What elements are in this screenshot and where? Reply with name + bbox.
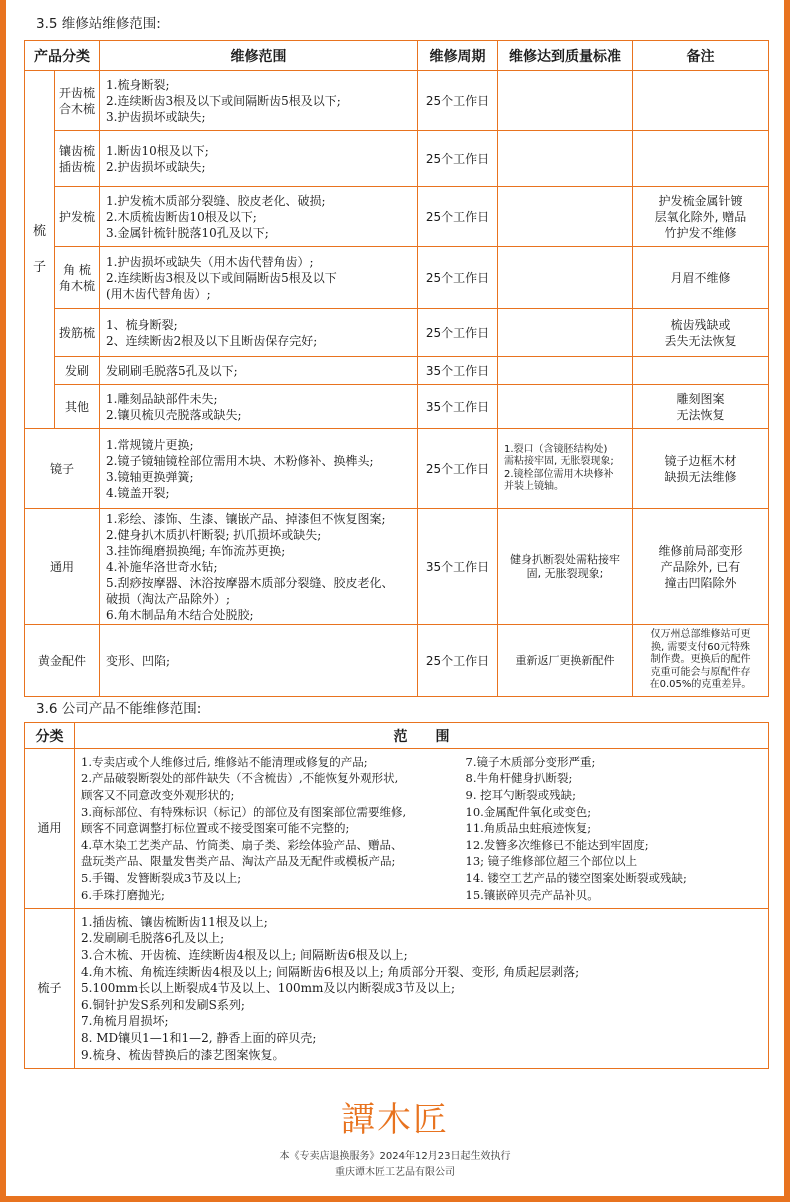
item-line: 2.发刷刷毛脱落6孔及以上; — [81, 931, 225, 946]
repair-period: 25个工作日 — [418, 247, 498, 309]
item-line: 5.100mm长以上断裂成4节及以上、100mm及以内断裂成3节及以上; — [81, 981, 456, 996]
subcategory — [55, 357, 100, 385]
section-35-title: 3.5 维修站维修范围: — [36, 16, 161, 32]
non-repair-list-left — [75, 749, 460, 909]
scope-line: 变形、凹陷; — [106, 653, 171, 668]
non-repair-list-comb — [75, 909, 769, 1069]
table-row-general — [25, 749, 769, 909]
scope-line: 1.断齿10根及以下; — [106, 143, 209, 158]
scope-line: 1.常规镜片更换; — [106, 437, 194, 452]
scope-line: 4.补施华洛世奇水钻; — [106, 559, 218, 574]
footer-effective-date: 本《专卖店退换服务》2024年12月23日起生效执行 — [279, 1151, 511, 1162]
table-row — [25, 247, 769, 309]
scope-line: 2.镜子镜轴镜栓部位需用木块、木粉修补、换榫头; — [106, 453, 374, 468]
scope-line: 1.护发梳木质部分裂缝、胶皮老化、破损; — [106, 193, 326, 208]
repair-scope — [100, 429, 418, 509]
non-repair-list-right — [460, 749, 769, 909]
header-cell: 分类 — [25, 723, 75, 749]
standard-line: 1.裂口（含镜胚结构处) — [504, 443, 608, 455]
scope-line: 2.健身扒木质扒杆断裂; 扒爪损坏或缺失; — [106, 527, 322, 542]
footer-company: 重庆谭木匠工艺品有限公司 — [335, 1167, 455, 1178]
header-cell: 维修周期 — [418, 41, 498, 71]
item-line: 8. MD镶贝1—1和1—2, 静香上面的碎贝壳; — [81, 1030, 317, 1045]
item-line: 14. 镂空工艺产品的镂空图案处断裂或残缺; — [465, 870, 687, 885]
scope-line: 3.挂饰绳磨损换绳; 车饰流苏更换; — [106, 543, 286, 558]
scope-line: 3.镜轴更换弹簧; — [106, 469, 194, 484]
item-line: 盘玩类产品、限量发售类产品、淘汰产品及无配件或模板产品; — [81, 854, 396, 869]
scope-line: 6.角木制品角木结合处脱胶; — [106, 607, 254, 622]
repair-period: 25个工作日 — [418, 625, 498, 697]
quality-standard — [498, 385, 633, 429]
item-line: 6.铜针护发S系列和发刷S系列; — [81, 997, 245, 1012]
item-line: 9. 挖耳勺断裂或残缺; — [465, 788, 577, 803]
repair-scope-table — [24, 40, 769, 697]
item-line: 4.草木染工艺类产品、竹筒类、扇子类、彩绘体验产品、赠品、 — [81, 837, 403, 852]
subcategory — [55, 131, 100, 187]
non-repair-table — [24, 722, 769, 1069]
remark — [633, 357, 769, 385]
quality-standard — [498, 309, 633, 357]
subcategory-line: 拨筋梳 — [58, 325, 95, 340]
header-cell: 维修达到质量标准 — [498, 41, 633, 71]
subcategory — [55, 247, 100, 309]
header-cell: 维修范围 — [100, 41, 418, 71]
item-line: 1.插齿梳、镶齿梳断齿11根及以上; — [81, 914, 268, 929]
remark-line: 仅万州总部维修站可更 — [650, 629, 751, 641]
category-comb: 梳子 — [25, 909, 75, 1069]
header-cell: 产品分类 — [25, 41, 100, 71]
item-line: 3.商标部位、有特殊标识（标记）的部位及有图案部位需要维修, — [81, 804, 407, 819]
table-row — [25, 385, 769, 429]
repair-scope — [100, 71, 418, 131]
standard-line: 重新返厂更换新配件 — [515, 653, 615, 667]
item-line: 9.梳身、梳齿替换后的漆艺图案恢复。 — [81, 1047, 285, 1062]
repair-scope — [100, 309, 418, 357]
item-line: 5.手镯、发簪断裂成3节及以上; — [81, 870, 242, 885]
item-line: 7.角梳月眉损坏; — [81, 1014, 169, 1029]
subcategory-line: 角 梳 — [63, 262, 91, 277]
scope-line: 1.护齿损坏或缺失（用木齿代替角齿）; — [106, 254, 314, 269]
subcategory — [55, 71, 100, 131]
item-line: 顾客又不同意改变外观形状的; — [81, 788, 235, 803]
item-line: 4.角木梳、角梳连续断齿4根及以上; 间隔断齿6根及以上; 角质部分开裂、变形, 角质起层剥落; — [81, 964, 580, 979]
remark-line: 层氧化除外, 赠品 — [654, 209, 747, 224]
repair-period: 25个工作日 — [418, 187, 498, 247]
repair-period: 35个工作日 — [418, 509, 498, 625]
remark-line: 产品除外, 已有 — [660, 559, 741, 574]
scope-line: 破损（淘汰产品除外）; — [106, 591, 231, 606]
repair-period: 25个工作日 — [418, 71, 498, 131]
subcategory-line: 角木梳 — [58, 278, 95, 293]
scope-line: (用木齿代替角齿）; — [106, 286, 211, 301]
header-row — [25, 41, 769, 71]
subcategory-line: 镶齿梳 — [58, 143, 95, 158]
repair-scope — [100, 187, 418, 247]
header-cell: 范 围 — [75, 723, 769, 749]
item-line: 2.产品破裂断裂处的部件缺失（不含梳齿）,不能恢复外观形状, — [81, 771, 399, 786]
quality-standard — [498, 429, 633, 509]
subcategory-line: 开齿梳 — [58, 85, 95, 100]
category-gold: 黄金配件 — [25, 625, 100, 697]
table-row-general — [25, 509, 769, 625]
subcategory — [55, 187, 100, 247]
repair-period: 25个工作日 — [418, 131, 498, 187]
remark-line: 撞击凹陷除外 — [664, 575, 737, 590]
scope-line: 2、连续断齿2根及以下且断齿保存完好; — [106, 333, 318, 348]
remark — [633, 429, 769, 509]
item-line: 13; 镜子维修部位超三个部位以上 — [465, 854, 638, 869]
item-line: 10.金属配件氧化或变色; — [465, 804, 592, 819]
subcategory-line: 插齿梳 — [58, 159, 95, 174]
remark — [633, 309, 769, 357]
scope-line: 1.彩绘、漆饰、生漆、镶嵌产品、掉漆但不恢复图案; — [106, 511, 386, 526]
remark-line: 维修前局部变形 — [658, 543, 743, 558]
quality-standard — [498, 131, 633, 187]
scope-line: 1.雕刻品缺部件未失; — [106, 391, 218, 406]
table-row-mirror — [25, 429, 769, 509]
remark — [633, 71, 769, 131]
brand-logo: 譚木匠 — [341, 1100, 449, 1140]
scope-line: 2.连续断齿3根及以下或间隔断齿5根及以下 — [106, 270, 337, 285]
remark — [633, 131, 769, 187]
item-line: 15.镶嵌碎贝壳产品补贝。 — [465, 887, 599, 902]
table-row — [25, 187, 769, 247]
table-row — [25, 71, 769, 131]
remark — [633, 385, 769, 429]
item-line: 12.发簪多次维修已不能达到牢固度; — [465, 837, 649, 852]
quality-standard — [498, 625, 633, 697]
item-line: 1.专卖店或个人维修过后, 维修站不能清理或修复的产品; — [81, 754, 368, 769]
table-row-comb — [25, 909, 769, 1069]
item-line: 顾客不同意调整打标位置或不接受图案可能不完整的; — [81, 821, 350, 836]
category-general: 通用 — [25, 749, 75, 909]
standard-line: 需粘接牢固, 无胀裂现象; — [504, 456, 614, 467]
repair-period: 25个工作日 — [418, 429, 498, 509]
remark-line: 缺损无法维修 — [664, 469, 737, 484]
scope-line: 3.护齿损坏或缺失; — [106, 109, 206, 124]
remark-line: 护发梳金属针镀 — [658, 193, 743, 208]
repair-scope — [100, 247, 418, 309]
remark-line: 梳齿残缺或 — [670, 317, 731, 332]
item-line: 6.手珠打磨抛光; — [81, 887, 165, 902]
scope-line: 发刷刷毛脱落5孔及以下; — [106, 363, 238, 378]
item-line: 7.镜子木质部分变形严重; — [465, 754, 596, 769]
remark — [633, 625, 769, 697]
table-row — [25, 357, 769, 385]
quality-standard — [498, 71, 633, 131]
remark — [633, 247, 769, 309]
repair-period: 35个工作日 — [418, 357, 498, 385]
standard-line: 健身扒断裂处需粘接牢 — [510, 552, 620, 566]
scope-line: 1、梳身断裂; — [106, 317, 178, 332]
remark-line: 克重可能会与原配件存 — [650, 666, 751, 678]
scope-line: 4.镜盖开裂; — [106, 485, 170, 500]
header-cell: 备注 — [633, 41, 769, 71]
subcategory — [55, 309, 100, 357]
quality-standard — [498, 357, 633, 385]
category-mirror: 镜子 — [25, 429, 100, 509]
remark — [633, 509, 769, 625]
standard-line: 2.镜栓部位需用木块修补 — [504, 468, 614, 480]
remark-line: 制作费。更换后的配件 — [650, 654, 751, 666]
repair-scope — [100, 625, 418, 697]
remark-line: 在0.05%的克重差异。 — [649, 679, 752, 691]
scope-line: 2.镶贝梳贝壳脱落或缺失; — [106, 407, 242, 422]
scope-line: 2.木质梳齿断齿10根及以下; — [106, 209, 257, 224]
remark-line: 丢失无法恢复 — [664, 333, 737, 348]
standard-line: 固, 无胀裂现象; — [526, 566, 604, 580]
quality-standard — [498, 247, 633, 309]
subcategory-line: 护发梳 — [58, 209, 95, 224]
section-36-title: 3.6 公司产品不能维修范围: — [36, 701, 202, 717]
item-line: 3.合木梳、开齿梳、连续断齿4根及以上; 间隔断齿6根及以上; — [81, 948, 408, 963]
scope-line: 2.护齿损坏或缺失; — [106, 159, 206, 174]
remark-line: 镜子边框木材 — [664, 453, 737, 468]
quality-standard — [498, 509, 633, 625]
standard-line: 并装上镜轴。 — [504, 481, 564, 492]
quality-standard — [498, 187, 633, 247]
subcategory-line: 其他 — [64, 399, 89, 414]
repair-scope — [100, 357, 418, 385]
remark-line: 雕刻图案 — [676, 391, 725, 406]
subcategory-line: 合木梳 — [58, 101, 95, 116]
repair-scope — [100, 385, 418, 429]
table-row-gold — [25, 625, 769, 697]
table-row — [25, 309, 769, 357]
subcategory — [55, 385, 100, 429]
remark-line: 无法恢复 — [676, 407, 725, 422]
repair-period: 35个工作日 — [418, 385, 498, 429]
scope-line: 5.刮痧按摩器、沐浴按摩器木质部分裂缝、胶皮老化、 — [106, 575, 394, 590]
repair-scope — [100, 509, 418, 625]
subcategory-line: 发刷 — [64, 363, 89, 378]
table-row — [25, 131, 769, 187]
item-line: 11.角质品虫蛀痕迹恢复; — [465, 821, 592, 836]
header-row — [25, 723, 769, 749]
scope-line: 2.连续断齿3根及以下或间隔断齿5根及以下; — [106, 93, 341, 108]
item-line: 8.牛角杆健身扒断裂; — [465, 771, 573, 786]
repair-scope — [100, 131, 418, 187]
category-general: 通用 — [25, 509, 100, 625]
remark — [633, 187, 769, 247]
remark-line: 竹护发不维修 — [664, 225, 737, 240]
remark-line: 月眉不维修 — [670, 270, 731, 285]
repair-period: 25个工作日 — [418, 309, 498, 357]
remark-line: 换, 需要支付60元特殊 — [650, 641, 751, 653]
scope-line: 3.金属针梳针脱落10孔及以下; — [106, 225, 269, 240]
category-comb: 梳 子 — [25, 71, 55, 429]
scope-line: 1.梳身断裂; — [106, 77, 170, 92]
